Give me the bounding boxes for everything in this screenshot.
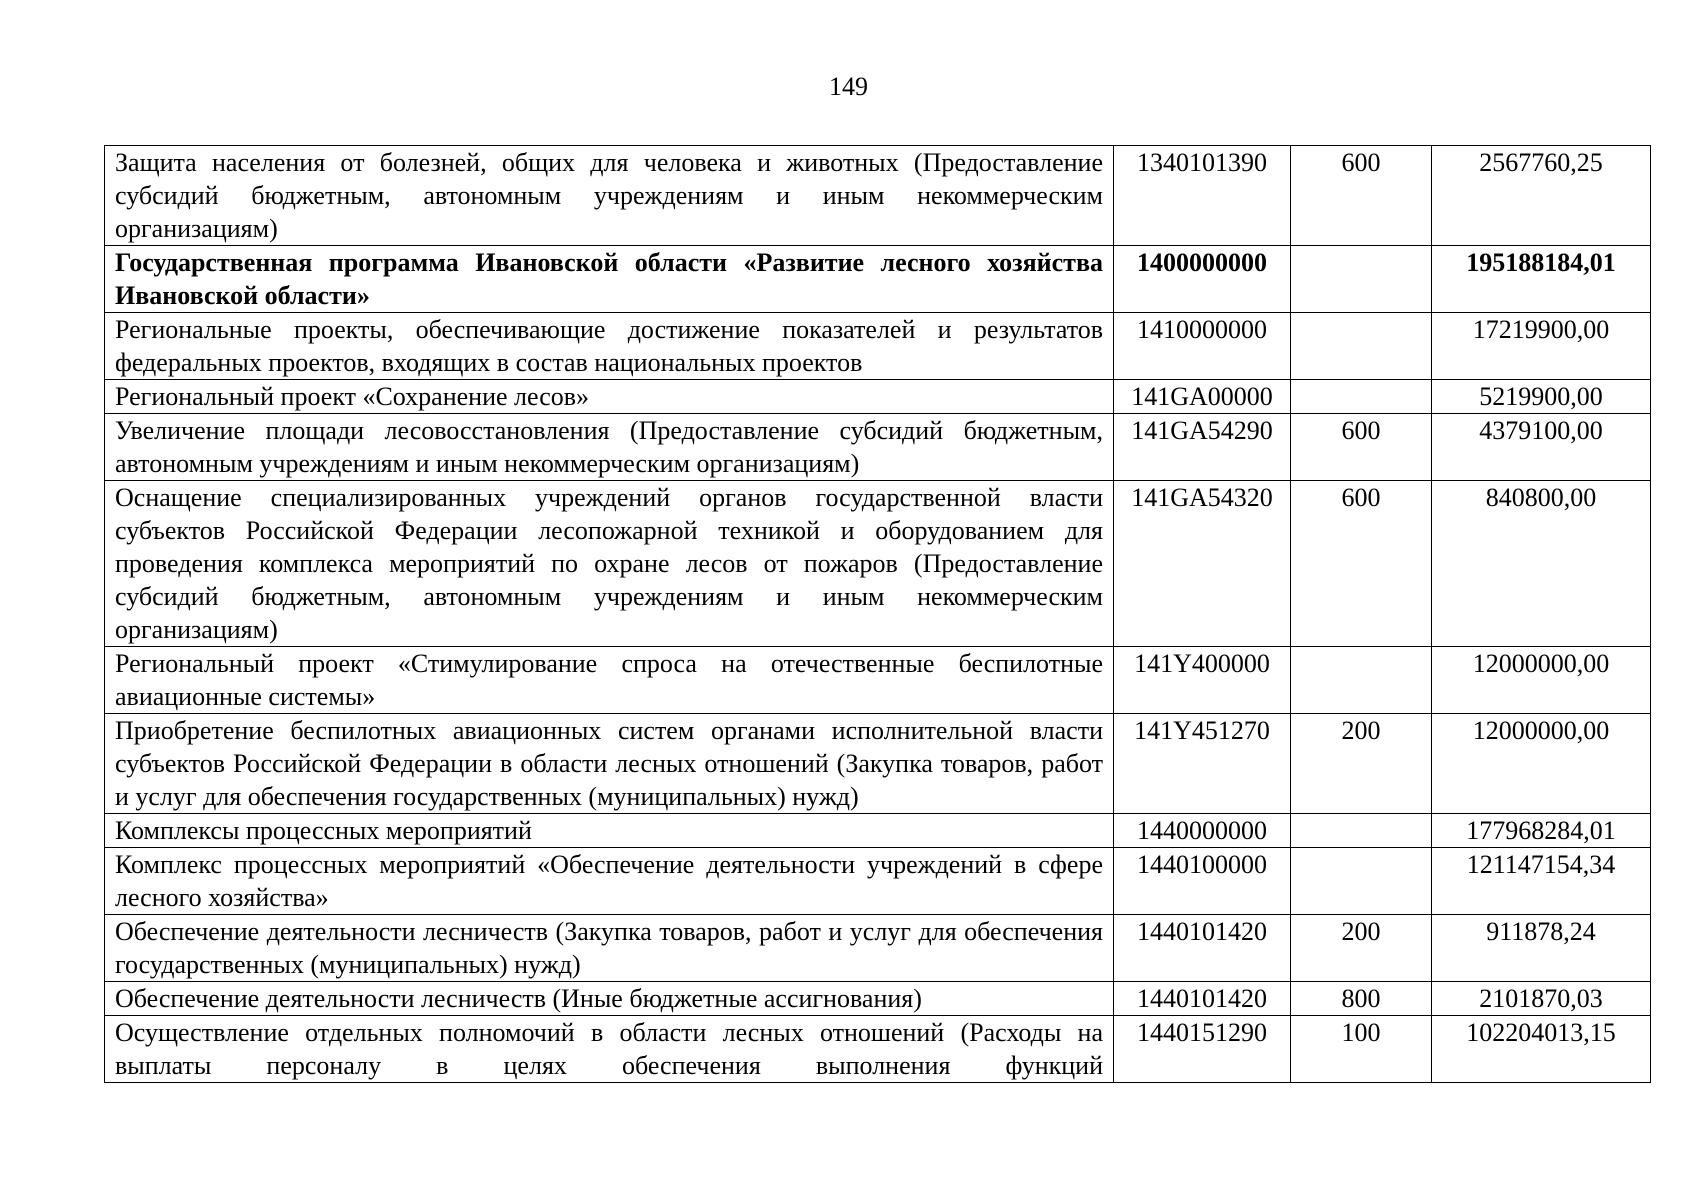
row-type-cell: 100 [1291, 1016, 1432, 1083]
row-code-cell: 1440000000 [1114, 814, 1291, 848]
row-type-cell: 200 [1291, 714, 1432, 814]
row-code-cell: 141GA00000 [1114, 380, 1291, 414]
row-amount-cell: 17219900,00 [1432, 313, 1651, 380]
table-row [105, 915, 1651, 982]
budget-table-body [105, 146, 1651, 1083]
row-amount-cell: 4379100,00 [1432, 414, 1651, 481]
page-number: 149 [829, 72, 868, 101]
row-amount-cell: 2567760,25 [1432, 146, 1651, 246]
row-amount-cell: 2101870,03 [1432, 982, 1651, 1016]
row-name-cell: Осуществление отдельных полномочий в области лесных отношений (Расходы на выплаты персоналу в целях обеспечения выполнения функций [105, 1016, 1114, 1083]
row-code-cell: 1440151290 [1114, 1016, 1291, 1083]
row-amount-cell: 102204013,15 [1432, 1016, 1651, 1083]
row-code-cell: 1400000000 [1114, 246, 1291, 313]
row-amount-cell: 177968284,01 [1432, 814, 1651, 848]
budget-table [104, 145, 1651, 1083]
table-row [105, 313, 1651, 380]
row-type-cell [1291, 848, 1432, 915]
row-amount-cell: 840800,00 [1432, 481, 1651, 647]
table-row [105, 982, 1651, 1016]
table-row [105, 481, 1651, 647]
row-amount-cell: 195188184,01 [1432, 246, 1651, 313]
row-type-cell: 600 [1291, 146, 1432, 246]
row-name-cell: Региональные проекты, обеспечивающие достижение показателей и результатов федеральных проектов, входящих в состав национальных проектов [105, 313, 1114, 380]
row-name-cell: Обеспечение деятельности лесничеств (Иные бюджетные ассигнования) [105, 982, 1114, 1016]
row-name-cell: Государственная программа Ивановской области «Развитие лесного хозяйства Ивановской области» [105, 246, 1114, 313]
row-name-cell: Комплекс процессных мероприятий «Обеспечение деятельности учреждений в сфере лесного хозяйства» [105, 848, 1114, 915]
row-name-cell: Обеспечение деятельности лесничеств (Закупка товаров, работ и услуг для обеспечения государственных (муниципальных) нужд) [105, 915, 1114, 982]
row-code-cell: 141Y451270 [1114, 714, 1291, 814]
row-type-cell: 600 [1291, 414, 1432, 481]
row-code-cell: 1410000000 [1114, 313, 1291, 380]
row-name-cell: Увеличение площади лесовосстановления (Предоставление субсидий бюджетным, автономным учреждениям и иным некоммерческим организациям) [105, 414, 1114, 481]
row-name-cell: Приобретение беспилотных авиационных систем органами исполнительной власти субъектов Российской Федерации в области лесных отношений (Закупка товаров, работ и услуг для обеспечения государственных (муниципальных) нужд) [105, 714, 1114, 814]
row-code-cell: 1440101420 [1114, 982, 1291, 1016]
table-row [105, 1016, 1651, 1083]
row-type-cell: 200 [1291, 915, 1432, 982]
row-type-cell: 600 [1291, 481, 1432, 647]
row-name-cell: Защита населения от болезней, общих для человека и животных (Предоставление субсидий бюджетным, автономным учреждениям и иным некоммерческим организациям) [105, 146, 1114, 246]
row-code-cell: 1440101420 [1114, 915, 1291, 982]
row-amount-cell: 12000000,00 [1432, 647, 1651, 714]
row-code-cell: 1440100000 [1114, 848, 1291, 915]
row-type-cell [1291, 380, 1432, 414]
table-row [105, 246, 1651, 313]
row-code-cell: 141GA54290 [1114, 414, 1291, 481]
table-row [105, 146, 1651, 246]
table-row [105, 414, 1651, 481]
table-row [105, 714, 1651, 814]
row-name-cell: Региональный проект «Сохранение лесов» [105, 380, 1114, 414]
row-amount-cell: 121147154,34 [1432, 848, 1651, 915]
row-name-cell: Региональный проект «Стимулирование спроса на отечественные беспилотные авиационные системы» [105, 647, 1114, 714]
table-row [105, 814, 1651, 848]
table-row [105, 380, 1651, 414]
row-code-cell: 141GA54320 [1114, 481, 1291, 647]
row-type-cell [1291, 647, 1432, 714]
table-row [105, 848, 1651, 915]
table-row [105, 647, 1651, 714]
row-code-cell: 141Y400000 [1114, 647, 1291, 714]
row-name-cell: Оснащение специализированных учреждений органов государственной власти субъектов Российской Федерации лесопожарной техникой и оборудованием для проведения комплекса мероприятий по охране лесов от пожаров (Предоставление субсидий бюджетным, автономным учреждениям и иным некоммерческим организациям) [105, 481, 1114, 647]
row-code-cell: 1340101390 [1114, 146, 1291, 246]
row-name-cell: Комплексы процессных мероприятий [105, 814, 1114, 848]
row-amount-cell: 12000000,00 [1432, 714, 1651, 814]
row-amount-cell: 5219900,00 [1432, 380, 1651, 414]
row-type-cell [1291, 814, 1432, 848]
row-type-cell: 800 [1291, 982, 1432, 1016]
row-amount-cell: 911878,24 [1432, 915, 1651, 982]
row-type-cell [1291, 313, 1432, 380]
row-type-cell [1291, 246, 1432, 313]
